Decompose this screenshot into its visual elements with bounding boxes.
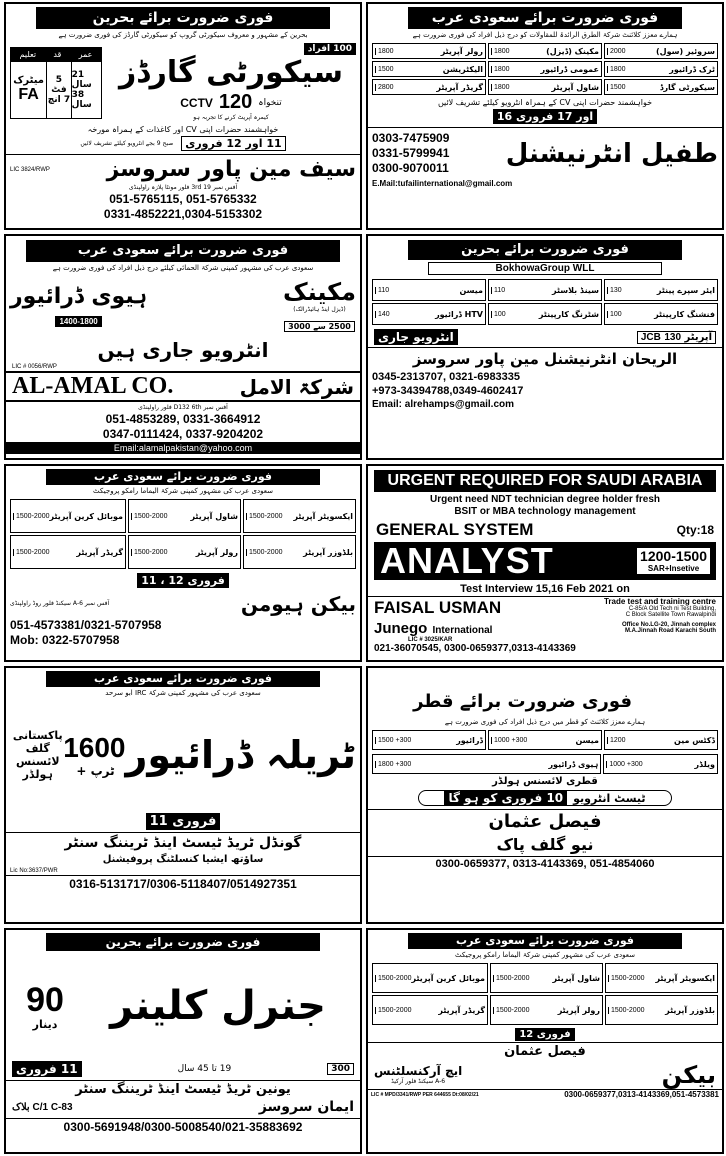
job-title: رولر آپریٹر: [557, 1005, 600, 1015]
ad-intro: سعودی عرب کی مشہور کمپنی شرکۃ الحمائی کیلئے درج ذیل افراد کی فوری ضرورت ہے: [52, 264, 314, 272]
job-title: بلڈوزر آپریٹر: [665, 1005, 715, 1015]
job-title: سیکورٹی گارڈ: [659, 82, 715, 92]
job-salary: 1500-2000: [493, 1007, 529, 1014]
job-card: [488, 61, 602, 77]
job-title: جنرل کلینر: [110, 983, 326, 1029]
job-salary: 1000 +300: [606, 761, 642, 768]
address-line-1: C-85/A Old Tech ni Test Building,: [628, 606, 716, 612]
job-title: بلڈوزر آپریٹر: [303, 547, 353, 557]
company-name-2: بیکن: [661, 1061, 716, 1089]
office-line-1: Office No.LG-20, Jinnah complex: [621, 621, 716, 628]
job-title: شاول آپریٹر: [552, 973, 600, 983]
company-row: [368, 596, 722, 618]
interview-banner: انٹرویو جاری: [374, 329, 458, 345]
phone-number-2: 0331-5799941: [372, 146, 450, 160]
job-title: ایئر سپرے پینٹر: [656, 285, 715, 295]
job-salary: 1500-2000: [246, 513, 282, 520]
age-range: 19 تا 45 سال: [177, 1064, 232, 1074]
right-column: [366, 0, 724, 1156]
office-address: آفس نمبر D132 6th فلور راولپنڈی: [138, 404, 228, 411]
job-salary: 100: [607, 311, 622, 318]
office-address: آفس نمبر 6-A سیکنڈ فلور روڈ راولپنڈی: [10, 600, 110, 607]
requirements-table: [10, 47, 102, 119]
job-title: ہیوی ڈرائیور: [548, 759, 599, 769]
ad-header: فوری ضرورت برائے سعودی عرب: [408, 7, 682, 29]
license-number: LIC # 3025/KAR: [408, 637, 453, 643]
job-card: [490, 963, 603, 993]
job-salary: 2800: [375, 84, 394, 91]
job-card: [372, 279, 486, 301]
jobs-grid: [368, 961, 722, 1027]
job-card: [488, 279, 602, 301]
jobs-grid-2: [368, 752, 722, 776]
ad-header: فوری ضرورت برائے بحرین: [46, 933, 320, 951]
jobs-grid: [368, 41, 722, 97]
jobs-grid: [368, 277, 722, 327]
job-title: شاول آپریٹر: [190, 511, 238, 521]
job-title: فنشنگ کارپینٹر: [654, 309, 715, 319]
job-card: [243, 499, 356, 533]
job-salary: 110: [491, 287, 505, 294]
job-salary: 1500: [375, 66, 394, 73]
job-card: [372, 43, 486, 59]
salary-sub: SAR+Insetive: [647, 564, 700, 573]
salary-value: 1200-1500: [640, 548, 707, 564]
job-salary: 1500-2000: [13, 513, 49, 520]
interview-time: صبح 9 بجے انٹرویو کیلئے تشریف لائیں: [80, 139, 174, 147]
operator-salary: 130: [664, 331, 682, 343]
license-requirement: پاکستانی گلف لائسنس ہولڈر: [12, 729, 63, 781]
phone-numbers: 0300-5691948/0300-5008540/021-35883692: [6, 1118, 360, 1135]
job-title: مکینک (ڈیزل): [546, 46, 599, 56]
phone-numbers-2: Mob: 0322-5707958: [10, 633, 120, 647]
job-salary: 1500-2000: [375, 975, 411, 982]
ad-intro: سعودی عرب کی مشہور کمپنی شرکۃ الیماما رامکو پروجیکٹ: [93, 487, 273, 495]
company-block: [6, 590, 360, 618]
test-interview: Test Interview 15,16 Feb 2021 on: [460, 583, 630, 595]
salary-label: تنخواہ: [258, 97, 282, 108]
job-title: الیکٹریشن: [442, 64, 483, 74]
requirement-line-2: BSIT or MBA technology management: [454, 506, 636, 517]
job-salary: 1500-2000: [131, 513, 167, 520]
company-name: طفیل انٹرنیشنل: [505, 138, 718, 169]
job-card: [605, 995, 718, 1025]
job-card: [128, 499, 241, 533]
ad-intro: سعودی عرب کی مشہور کمپنی شرکۃ الیماما رامکو پروجیکٹ: [455, 951, 635, 959]
phone-numbers-1: 0345-2313707, 0321-6983335: [372, 371, 521, 383]
office-address: A-6 سیکنڈ فلور آرکیڈ: [391, 1078, 446, 1085]
junego-row: [368, 618, 722, 637]
company-name: بیکن ہیومن: [240, 592, 356, 616]
trip-label: ٹرپ +: [76, 764, 115, 778]
license-number: LIC # 0056/RWP: [12, 364, 57, 370]
ad-body: خواہشمند حضرات اپنی CV کے ہمراہ انٹرویو کیلئے تشریف لائیں: [437, 98, 653, 107]
title-banner: [374, 542, 716, 580]
job-title: گریڈر آپریٹر: [436, 82, 483, 92]
job-card: [604, 43, 718, 59]
job-card: [372, 963, 488, 993]
phone-numbers-2: 0347-0111424, 0337-9204202: [102, 427, 264, 441]
license-number: LIC 3824/RWP: [10, 166, 50, 173]
phone-numbers-1: 051-5765115, 051-5765332: [109, 192, 257, 206]
ad-header: فوری ضرورت برائے بحرین: [36, 7, 330, 29]
job-title: موبائل کرین آپریٹر: [411, 973, 485, 983]
ad-bahrain-general-cleaner: [4, 928, 362, 1154]
job-salary: 1500-2000: [493, 975, 529, 982]
ad-header: فوری ضرورت برائے سعودی عرب: [46, 671, 320, 687]
junego-name: Junego: [374, 620, 428, 637]
email-address: E.Mail:tufailinternational@gmail.com: [372, 179, 513, 188]
company-name-2: ساؤتھ ایشیا کنسلٹنگ پروفیشنل: [102, 854, 264, 865]
company-name-2: ایمان سروسز: [258, 1099, 354, 1115]
job-salary: 1500-2000: [608, 1007, 644, 1014]
job-title: عمومی ڈرائیور: [540, 64, 599, 74]
job-card: [603, 754, 718, 774]
job-card: [372, 79, 486, 95]
company-row-2: [368, 1061, 722, 1089]
company-name-3: ایچ آرکنسلٹنس: [374, 1064, 463, 1078]
interview-dates: 16 اور 17 فروری: [493, 109, 597, 124]
phone-number-1: 0303-7475909: [372, 131, 450, 145]
job-salary: 2000: [607, 48, 626, 55]
job-title: رولر آپریٹر: [195, 547, 238, 557]
ad-main-row: [6, 699, 360, 811]
job-salary: 110: [375, 287, 389, 294]
job-card: [604, 79, 718, 95]
table-body: [11, 62, 101, 118]
job-card: [372, 730, 486, 750]
job-card: [488, 303, 602, 325]
qty-badge: 100 افراد: [304, 43, 356, 55]
email-address: Email: alrehamps@gmail.com: [372, 399, 515, 410]
job-card: [604, 730, 718, 750]
job-title: ڈکٹس مین: [674, 735, 715, 745]
ad-bahrain-security-guards: [4, 2, 362, 230]
age-min: 21 سال: [71, 69, 92, 90]
ad-saudi-beacon-human: [4, 464, 362, 662]
job-salary: 1800: [491, 66, 510, 73]
ad-header: فوری ضرورت برائے بحرین: [408, 240, 682, 260]
job-title: ویلڈر: [694, 759, 715, 769]
jcb-label: JCB: [640, 331, 661, 343]
job-salary: 1800: [375, 48, 394, 55]
operator-title: آپریٹر: [684, 331, 712, 343]
license-requirement: قطری لائسنس ہولڈر: [492, 776, 598, 787]
ad-saudi-system-analyst: [366, 464, 724, 662]
ad-qatar: [366, 666, 724, 924]
ad-header: فوری ضرورت برائے سعودی عرب: [46, 469, 320, 485]
requirement-line-1: Urgent need NDT technician degree holder fresh: [429, 494, 661, 505]
job-title: ڈرائیور: [456, 735, 483, 745]
company-name: فیصل عثمان: [368, 809, 722, 834]
company-block: [368, 127, 722, 179]
phone-numbers: 0316-5131717/0306-5118407/0514927351: [6, 875, 360, 892]
ad-saudi-tufail: [366, 2, 724, 230]
ad-bahrain-al-rehan: [366, 234, 724, 460]
job-card: [10, 535, 126, 569]
interview-dates: 11 فروری: [146, 813, 221, 830]
test-date: 10 فروری کو ہو گا: [444, 791, 567, 805]
email-address: Email:alamalpakistan@yahoo.com: [6, 442, 360, 454]
job-card: [372, 995, 488, 1025]
phone-numbers: 0300-0659377, 0313-4143369, 051-4854060: [368, 856, 722, 872]
ad-intro: بحرین کے مشہور و معروف سیکورٹی گروپ کو سیکورٹی گارڈز کی فوری ضرورت ہے: [58, 31, 308, 39]
job-title: سیکورٹی گارڈز: [119, 55, 343, 90]
job-card: [243, 535, 356, 569]
license-number: Lic No:3637/PWR: [10, 868, 58, 874]
phone-numbers: 0300-0659377,0313-4143369,051-4573381: [564, 1090, 719, 1099]
job-card: [604, 303, 718, 325]
job-title: شاول آپریٹر: [551, 82, 599, 92]
job-salary: 1500-2000: [608, 975, 644, 982]
company-name: FAISAL USMAN: [374, 597, 502, 617]
job-salary: 1500-2000: [13, 549, 49, 556]
education-fa: FA: [18, 86, 39, 103]
phone-number-3: 0300-9070011: [372, 161, 449, 175]
job-title: میسن: [575, 735, 599, 745]
test-label: ٹیسٹ انٹرویو: [573, 791, 646, 805]
job-salary: 1800: [491, 84, 510, 91]
jobs-grid: [6, 497, 360, 571]
title-line-1: GENERAL SYSTEM: [376, 520, 534, 539]
phone-numbers-1: 051-4853289, 0331-3664912: [105, 412, 261, 426]
job-title: شٹرنگ کارپینٹر: [538, 309, 599, 319]
job-title: گریڈر آپریٹر: [76, 547, 123, 557]
interview-dates: 11 فروری: [12, 1061, 82, 1077]
job-mechanic: مکینک (ڈیزل اینڈ ہائیڈرالک) 2500 سے 3000: [283, 278, 356, 331]
job-title: ایکسویٹر آپریٹر: [293, 511, 353, 521]
company-block: [6, 154, 360, 184]
ad-header: URGENT REQUIRED FOR SAUDI ARABIA: [374, 470, 716, 492]
company-name-ur: شرکۃ الامل: [239, 374, 354, 399]
office-address: 83-C/1 C بلاک: [12, 1101, 73, 1113]
job-salary: 1200: [607, 737, 626, 744]
ad-header: فوری ضرورت برائے سعودی عرب: [26, 240, 340, 262]
salary-block: [10, 982, 80, 1031]
interview-dates: 11 اور 12 فروری: [181, 136, 285, 151]
ad-saudi-trailer-driver: [4, 666, 362, 924]
salary-value: 90: [26, 980, 64, 1019]
job-title: سینڈ بلاسٹر: [552, 285, 599, 295]
company-name: گونڈل ٹریڈ ٹیسٹ اینڈ ٹریننگ سنٹر: [6, 832, 360, 853]
job-title: گریڈر آپریٹر: [438, 1005, 485, 1015]
ad-intro: ہمارے معزز کلائنٹ کو قطر میں درج ذیل افراد کی فوری ضرورت ہے: [444, 718, 646, 726]
header-height: قد: [53, 50, 62, 59]
company-name: یونین ٹریڈ ٹیسٹ اینڈ ٹریننگ سنٹر: [6, 1080, 360, 1099]
job-card: [604, 279, 718, 301]
ad-intro: ہمارے معزز کلائنٹ شرکۃ الطرق الرائدۃ للمقاولات کو درج ذیل افراد کی فوری ضرورت ہے: [412, 31, 678, 39]
job-card: [128, 535, 241, 569]
job-title: موبائل کرین آپریٹر: [49, 511, 123, 521]
company-name: الریحان انٹرنیشنل مین پاور سروسز: [368, 347, 722, 370]
company-name-2: نیو گلف پاک: [496, 835, 594, 854]
header-education: تعلیم: [19, 50, 37, 59]
job-title: ایکسویٹر آپریٹر: [655, 973, 715, 983]
job-title: HTV ڈرائیور: [435, 309, 483, 319]
height-value: 5 فٹ 7 انچ: [47, 74, 71, 105]
jobs-row: [6, 274, 360, 337]
address-line-2: C Block Satellite Town Rawalpindi: [625, 612, 716, 618]
trip-block: [63, 732, 126, 778]
job-salary: 1500-2000: [131, 549, 167, 556]
jobs-grid-1: [368, 728, 722, 752]
ad-main-row: [6, 41, 360, 124]
age-max: 38 سال: [71, 89, 92, 110]
ad-title-block: [106, 43, 356, 122]
job-card: [604, 61, 718, 77]
ad-main-row: [6, 951, 360, 1061]
job-card: [488, 79, 602, 95]
company-banner: [6, 371, 360, 402]
salary-currency: دینار: [32, 1017, 58, 1031]
ad-header: فوری ضرورت برائے قطر: [458, 688, 632, 716]
job-salary: 100: [491, 311, 506, 318]
footer-row: [368, 1089, 722, 1099]
job-salary: 130: [607, 287, 622, 294]
phone-numbers: 021-36070545, 0300-0659377,0313-4143369: [374, 643, 576, 654]
junego-intl: International: [432, 625, 493, 636]
title-line-2: ANALYST: [380, 540, 554, 581]
salary-box: [637, 548, 710, 574]
job-salary: 140: [375, 311, 390, 318]
job-title: ٹرک ڈرائیور: [669, 64, 715, 74]
education-matric: میٹرک: [13, 75, 45, 86]
job-title: رولر آپریٹر: [440, 46, 483, 56]
interview-dates: 12 فروری: [515, 1028, 574, 1041]
ad-saudi-al-amal: [4, 234, 362, 460]
job-salary: 1500-2000: [246, 549, 282, 556]
training-centre: Trade test and training centre: [603, 597, 716, 606]
job-heavy-driver: ہیوی ڈرائیور 1400-1800: [10, 283, 148, 326]
qty-label: Qty:18: [676, 523, 714, 537]
phone-numbers-2: 0331-4852221,0304-5153302: [103, 207, 263, 221]
left-column: [4, 0, 362, 1156]
ad-saudi-beacon-hr: [366, 928, 724, 1154]
table-header: [11, 48, 101, 62]
job-card: [488, 43, 602, 59]
job-card: [490, 995, 603, 1025]
job-salary: 1500: [607, 84, 626, 91]
cctv-label: CCTV: [180, 95, 213, 110]
job-salary: 1800: [491, 48, 510, 55]
company-name-en: AL-AMAL CO.: [12, 373, 174, 399]
license-number: LIC # MPD/3341/RWP PER 644655 Dt:08/02/21: [371, 1091, 479, 1098]
phone-numbers-2: +973-34394788,0349-4602417: [372, 385, 524, 397]
office-line-2: M.A.Jinnah Road Karachi South: [624, 627, 716, 634]
job-title: ٹریلہ ڈرائیور: [125, 733, 356, 777]
ad-body: خواہشمند حضرات اپنی CV اور کاغذات کے ہمراہ مورخہ: [87, 125, 279, 134]
client-name: BokhowaGroup WLL: [428, 262, 662, 275]
job-title: میسن: [459, 285, 483, 295]
job-salary: 1800: [607, 66, 626, 73]
header-age: عمر: [78, 50, 93, 59]
job-salary: 1500 +300: [375, 737, 411, 744]
phone-numbers-1: 051-4573381/0321-5707958: [10, 618, 162, 632]
job-salary: 1500-2000: [375, 1007, 411, 1014]
salary-value: 120: [218, 91, 253, 113]
qty-badge: 300: [327, 1063, 354, 1075]
company-name: فیصل عثمان: [368, 1042, 722, 1061]
test-banner: [418, 790, 672, 806]
job-card: [10, 499, 126, 533]
job-salary: 1800 +300: [375, 761, 411, 768]
job-card: [372, 754, 601, 774]
job-card: [605, 963, 718, 993]
job-title: سروئیر (سول): [656, 46, 715, 56]
job-card: [372, 303, 486, 325]
job-card: [372, 61, 486, 77]
ad-intro: سعودی عرب کی مشہور کمپنی شرکۃ IRC ابو سرحد: [105, 689, 261, 697]
job-salary: 1000 +300: [491, 737, 527, 744]
company-name: سیف مین پاور سروسز: [106, 157, 356, 182]
job-card: [488, 730, 602, 750]
interview-dates: 11 ، 12 فروری: [137, 573, 229, 588]
office-address: آفس نمبر 19 3rd فلور مونٹا پلازہ راولپنڈی: [128, 184, 238, 191]
interview-banner: انٹرویو جاری ہیں: [97, 338, 269, 362]
trip-value: 1600: [63, 732, 126, 763]
ad-header: فوری ضرورت برائے سعودی عرب: [408, 933, 682, 949]
ad-note: کیمرہ آپریٹ کرنے کا تجربہ ہو: [193, 114, 269, 121]
